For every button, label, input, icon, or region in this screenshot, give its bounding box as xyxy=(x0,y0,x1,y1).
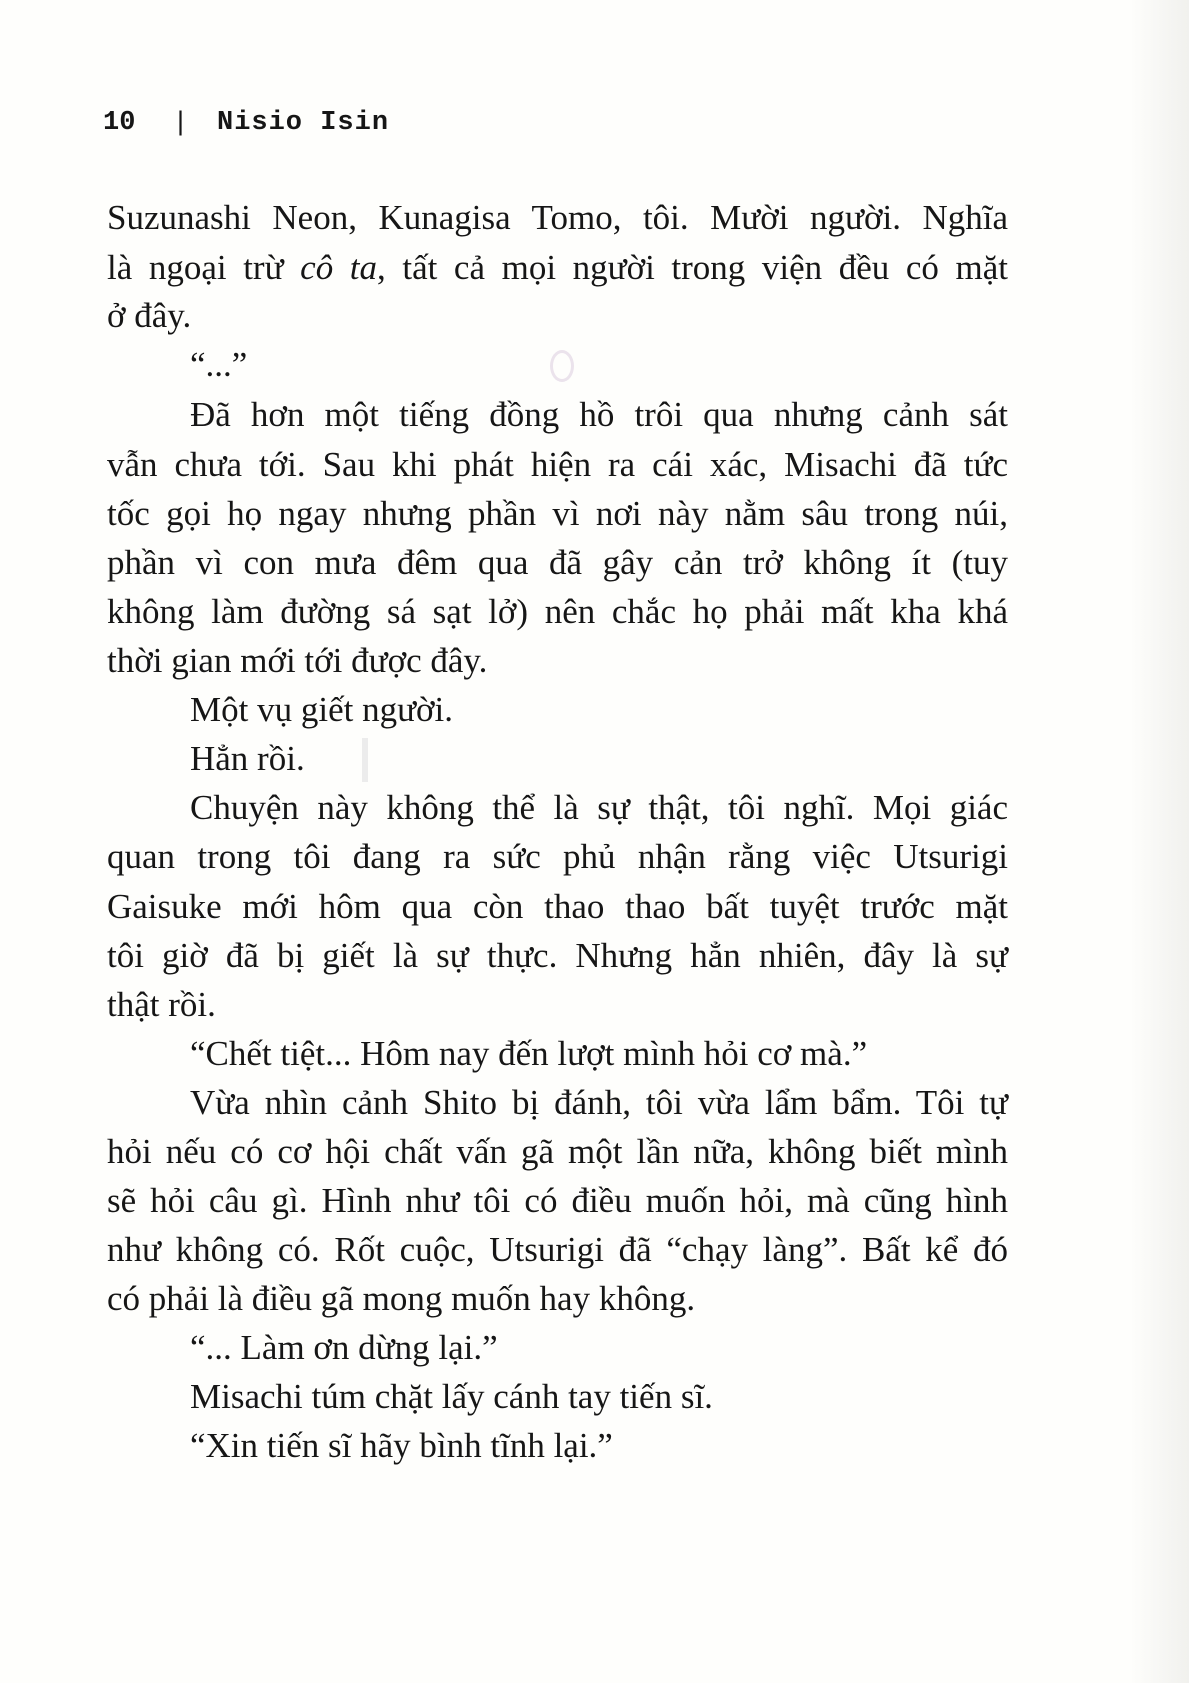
text-line: hỏi nếu có cơ hội chất vấn gã một lần nữa, không biết mình xyxy=(107,1132,1008,1171)
text-segment: , tất cả mọi người trong viện đều có mặt xyxy=(377,248,1008,287)
text-line: Gaisuke mới hôm qua còn thao thao bất tuyệt trước mặt xyxy=(107,887,1008,926)
text-line: Một vụ giết người. xyxy=(190,690,454,729)
header-separator: | xyxy=(177,106,185,136)
text-line: sẽ hỏi câu gì. Hình như tôi có điều muốn hỏi, mà cũng hình xyxy=(107,1181,1008,1220)
text-line: Hẳn rồi. xyxy=(190,739,305,778)
page-edge-shadow xyxy=(1129,0,1189,1683)
text-line: “... Làm ơn dừng lại.” xyxy=(190,1328,498,1367)
text-line: không làm đường sá sạt lở) nên chắc họ phải mất kha khá xyxy=(107,592,1008,631)
text-line: “Chết tiệt... Hôm nay đến lượt mình hỏi cơ mà.” xyxy=(190,1034,868,1073)
text-line: phần vì con mưa đêm qua đã gây cản trở không ít (tuy xyxy=(107,543,1008,582)
text-line: vẫn chưa tới. Sau khi phát hiện ra cái xác, Misachi đã tức xyxy=(107,445,1008,484)
text-line: Chuyện này không thể là sự thật, tôi nghĩ. Mọi giác xyxy=(190,788,1008,827)
text-line: quan trong tôi đang ra sức phủ nhận rằng việc Utsurigi xyxy=(107,837,1008,876)
text-line: tốc gọi họ ngay nhưng phần vì nơi này nằm sâu trong núi, xyxy=(107,494,1008,533)
text-line: Vừa nhìn cảnh Shito bị đánh, tôi vừa lẩm bẩm. Tôi tự xyxy=(190,1083,1008,1122)
author-name: Nisio Isin xyxy=(217,108,390,138)
text-segment: là ngoại trừ xyxy=(107,248,301,287)
text-line: như không có. Rốt cuộc, Utsurigi đã “chạy làng”. Bất kể đó xyxy=(107,1230,1008,1269)
text-line: “...” xyxy=(190,345,248,384)
text-line: thời gian mới tới được đây. xyxy=(107,641,488,680)
text-line: có phải là điều gã mong muốn hay không. xyxy=(107,1279,696,1318)
text-line: tôi giờ đã bị giết là sự thực. Nhưng hẳn nhiên, đây là sự xyxy=(107,936,1008,975)
text-line: “Xin tiến sĩ hãy bình tĩnh lại.” xyxy=(190,1426,613,1465)
text-line: Suzunashi Neon, Kunagisa Tomo, tôi. Mười người. Nghĩa xyxy=(107,198,1008,237)
text-line: thật rồi. xyxy=(107,985,216,1024)
text-line: ở đây. xyxy=(107,296,192,335)
text-line: Misachi túm chặt lấy cánh tay tiến sĩ. xyxy=(190,1377,713,1416)
italic-emphasis: cô ta xyxy=(300,248,378,287)
page-number: 10 xyxy=(103,108,136,138)
text-line xyxy=(107,246,1008,290)
text-line: Đã hơn một tiếng đồng hồ trôi qua nhưng cảnh sát xyxy=(190,395,1008,434)
